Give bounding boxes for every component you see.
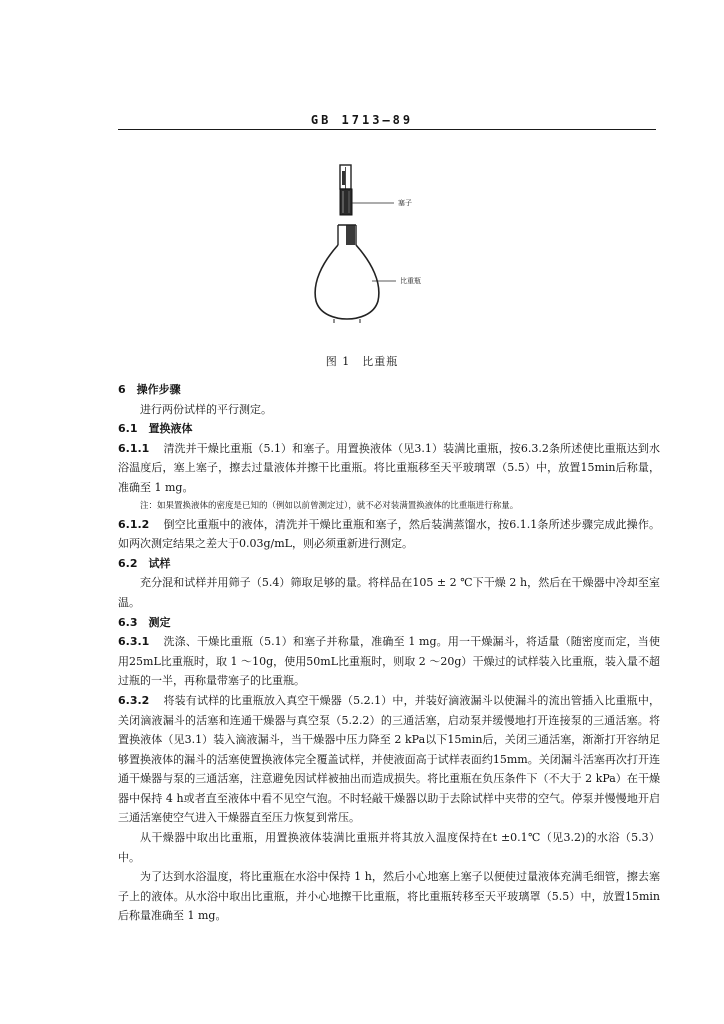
paragraph-water-bath: 为了达到水浴温度，将比重瓶在水浴中保持 1 h，然后小心地塞上塞子以便使过量液体充满毛细管，擦去塞子上的液体。从水浴中取出比重瓶，并小心地擦干比重瓶，将比重瓶转移至天平玻璃罩（5.5）中，放置15min后称量准确至 1 mg。 (118, 870, 660, 923)
clause-text: 倒空比重瓶中的液体，清洗并干燥比重瓶和塞子，然后装满蒸馏水，按6.1.1条所述步骤完成此操作。如两次测定结果之差大于0.03g/mL，则必须重新进行测定。 (118, 517, 660, 551)
bottle-label: 比重瓶 (400, 277, 421, 285)
clause-number: 6.3.1 (118, 635, 150, 649)
paragraph-6-2: 充分混和试样并用筛子（5.4）筛取足够的量。将样品在105 ± 2 ℃下干燥 2 h，然后在干燥器中冷却至室温。 (118, 576, 660, 609)
document-body (118, 380, 660, 926)
paragraph-6-3-2 (118, 691, 660, 828)
note: 注：如果置换液体的密度是已知的（例如以前曾测定过），就不必对装满置换液体的比重瓶进行称量。 (140, 500, 519, 511)
clause-number: 6.3.2 (118, 693, 150, 707)
paragraph-6-3-1 (118, 632, 660, 691)
paragraph-remove-bottle: 从干燥器中取出比重瓶，用置换液体装满比重瓶并将其放入温度保持在t ±0.1℃（见3.2)的水浴（5.3）中。 (118, 831, 660, 864)
clause-text: 将装有试样的比重瓶放入真空干燥器（5.2.1）中，并装好滴液漏斗以使漏斗的流出管插入比重瓶中，关闭滴液漏斗的活塞和连通干燥器与真空泵（5.2.2）的三通活塞，启动泵并缓慢地打开连接泵的三通活塞。将置换液体（见3.1）装入滴液漏斗，当干燥器中压力降至 2 kPa以下15min后，关闭三通活塞，渐渐打开容纳足够置换液体的漏斗的活塞使置换液体完全覆盖试样，并使液面高于试样表面约15mm。关闭漏斗活塞再次打开连通干燥器与泵的三通活塞，注意避免因试样被抽出而造成损失。将比重瓶在负压条件下（不大于 2 kPa）在干燥器中保持 4 h或者直至液体中看不见空气泡。不时轻敲干燥器以助于去除试样中夹带的空气。停泵并慢慢地开启三通活塞使空气进入干燥器直至压力恢复到常压。 (118, 693, 660, 825)
paragraph-6-1-1 (118, 439, 660, 498)
pycnometer-drawing (300, 163, 460, 333)
header-rule (118, 129, 656, 130)
section-6-intro: 进行两份试样的平行测定。 (140, 402, 272, 416)
stopper-label: 塞子 (398, 199, 412, 207)
standard-number: GB 1713—89 (310, 113, 414, 127)
section-6-2-heading: 6.2 试样 (118, 556, 171, 570)
bottle-body (315, 245, 379, 319)
section-6-3-heading: 6.3 测定 (118, 615, 171, 629)
clause-number: 6.1.1 (118, 441, 150, 455)
section-6-1-heading: 6.1 置换液体 (118, 422, 193, 436)
neck-shading (346, 225, 355, 247)
clause-text: 洗涤、干燥比重瓶（5.1）和塞子并称量，准确至 1 mg。用一干燥漏斗，将适量（随密度而定，当使用25mL比重瓶时，取 1 ～10g，使用50mL比重瓶时，则取 2 ～20g）干燥过的试样装入比重瓶，装入量不超过瓶的一半，再称量带塞子的比重瓶。 (118, 635, 660, 688)
figure-caption: 图 1 比重瓶 (325, 355, 399, 368)
paragraph-6-1-2 (118, 515, 660, 554)
pycnometer-figure (300, 163, 460, 333)
clause-text: 清洗并干燥比重瓶（5.1）和塞子。用置换液体（见3.1）装满比重瓶，按6.3.2条所述使比重瓶达到水浴温度后，塞上塞子，擦去过量液体并擦干比重瓶。将比重瓶移至天平玻璃罩（5.5）中，放置15min后称量，准确至 1 mg。 (118, 441, 660, 494)
section-6-heading: 6 操作步骤 (118, 383, 181, 396)
clause-number: 6.1.2 (118, 517, 150, 531)
stopper (340, 189, 352, 215)
